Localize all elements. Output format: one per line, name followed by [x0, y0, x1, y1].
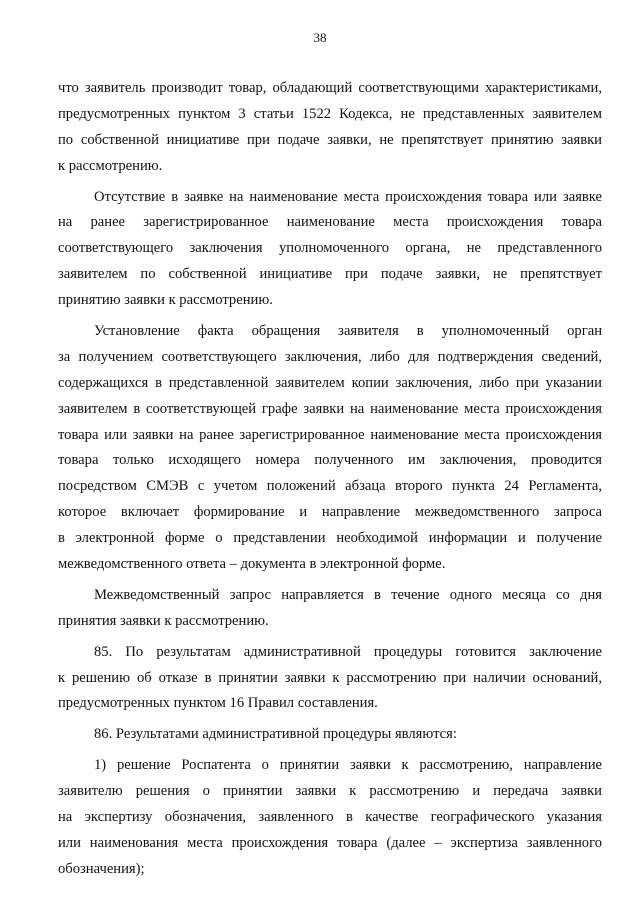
paragraph-2 [58, 185, 602, 314]
text-line: по собственной инициативе при подаче заявки, не препятствует принятию заявки [58, 131, 602, 148]
text-line: содержащихся в представленной заявителем копии заключения, либо при указании [58, 374, 602, 391]
text-line: или наименования места происхождения товара (далее – экспертиза заявленного [58, 834, 602, 851]
text-line: за получением соответствующего заключения, либо для подтверждения сведений, [58, 348, 602, 365]
text-line: предусмотренных пунктом 3 статьи 1522 Кодекса, не представленных заявителем [58, 105, 602, 122]
text-line: межведомственного ответа – документа в электронной форме. [58, 556, 446, 573]
text-line: принятия заявки к рассмотрению. [58, 612, 269, 629]
page-number: 38 [313, 30, 327, 45]
text-line: к решению об отказе в принятии заявки к рассмотрению при наличии оснований, [58, 669, 602, 686]
text-line: товара или заявки на ранее зарегистрированное наименование места происхождения [58, 426, 602, 443]
text-line: предусмотренных пунктом 16 Правил составления. [58, 695, 378, 712]
text-line: обозначения); [58, 860, 145, 877]
text-line: к рассмотрению. [58, 157, 163, 174]
text-line: заявителем по собственной инициативе при подаче заявки, не препятствует [58, 266, 602, 283]
document-body [58, 76, 602, 883]
text-line: Отсутствие в заявке на наименование места происхождения товара или заявке [94, 188, 602, 205]
text-line: Установление факта обращения заявителя в уполномоченный орган [94, 323, 602, 340]
text-line: принятию заявки к рассмотрению. [58, 292, 273, 309]
text-line: в электронной форме о представлении необходимой информации и получение [58, 530, 602, 547]
text-line: на экспертизу обозначения, заявленного в качестве географического указания [58, 809, 602, 826]
paragraph-1 [58, 76, 602, 180]
text-line: 85. По результатам административной процедуры готовится заключение [94, 643, 602, 660]
text-line: которое включает формирование и направление межведомственного запроса [58, 504, 602, 521]
paragraph-3 [58, 319, 602, 578]
text-line: посредством СМЭВ с учетом положений абзаца второго пункта 24 Регламента, [58, 478, 602, 495]
text-line: Межведомственный запрос направляется в течение одного месяца со дня [94, 586, 602, 603]
text-line: 1) решение Роспатента о принятии заявки к рассмотрению, направление [94, 757, 602, 774]
text-line: соответствующего заключения уполномоченного органа, не представленного [58, 240, 602, 257]
paragraph-item-86 [58, 722, 602, 748]
text-line: заявителем в соответствующей графе заявки на наименование места происхождения [58, 400, 602, 417]
paragraph-item-85 [58, 640, 602, 718]
paragraph-4 [58, 583, 602, 635]
paragraph-subitem-1 [58, 753, 602, 882]
text-line: товара только исходящего номера полученного им заключения, проводится [58, 452, 602, 469]
text-line: на ранее зарегистрированное наименование места происхождения товара [58, 214, 602, 231]
text-line: заявителю решения о принятии заявки к рассмотрению и передача заявки [58, 783, 602, 800]
text-line: 86. Результатами административной процедуры являются: [94, 726, 457, 743]
text-line: что заявитель производит товар, обладающий соответствующими характеристиками, [58, 80, 602, 96]
